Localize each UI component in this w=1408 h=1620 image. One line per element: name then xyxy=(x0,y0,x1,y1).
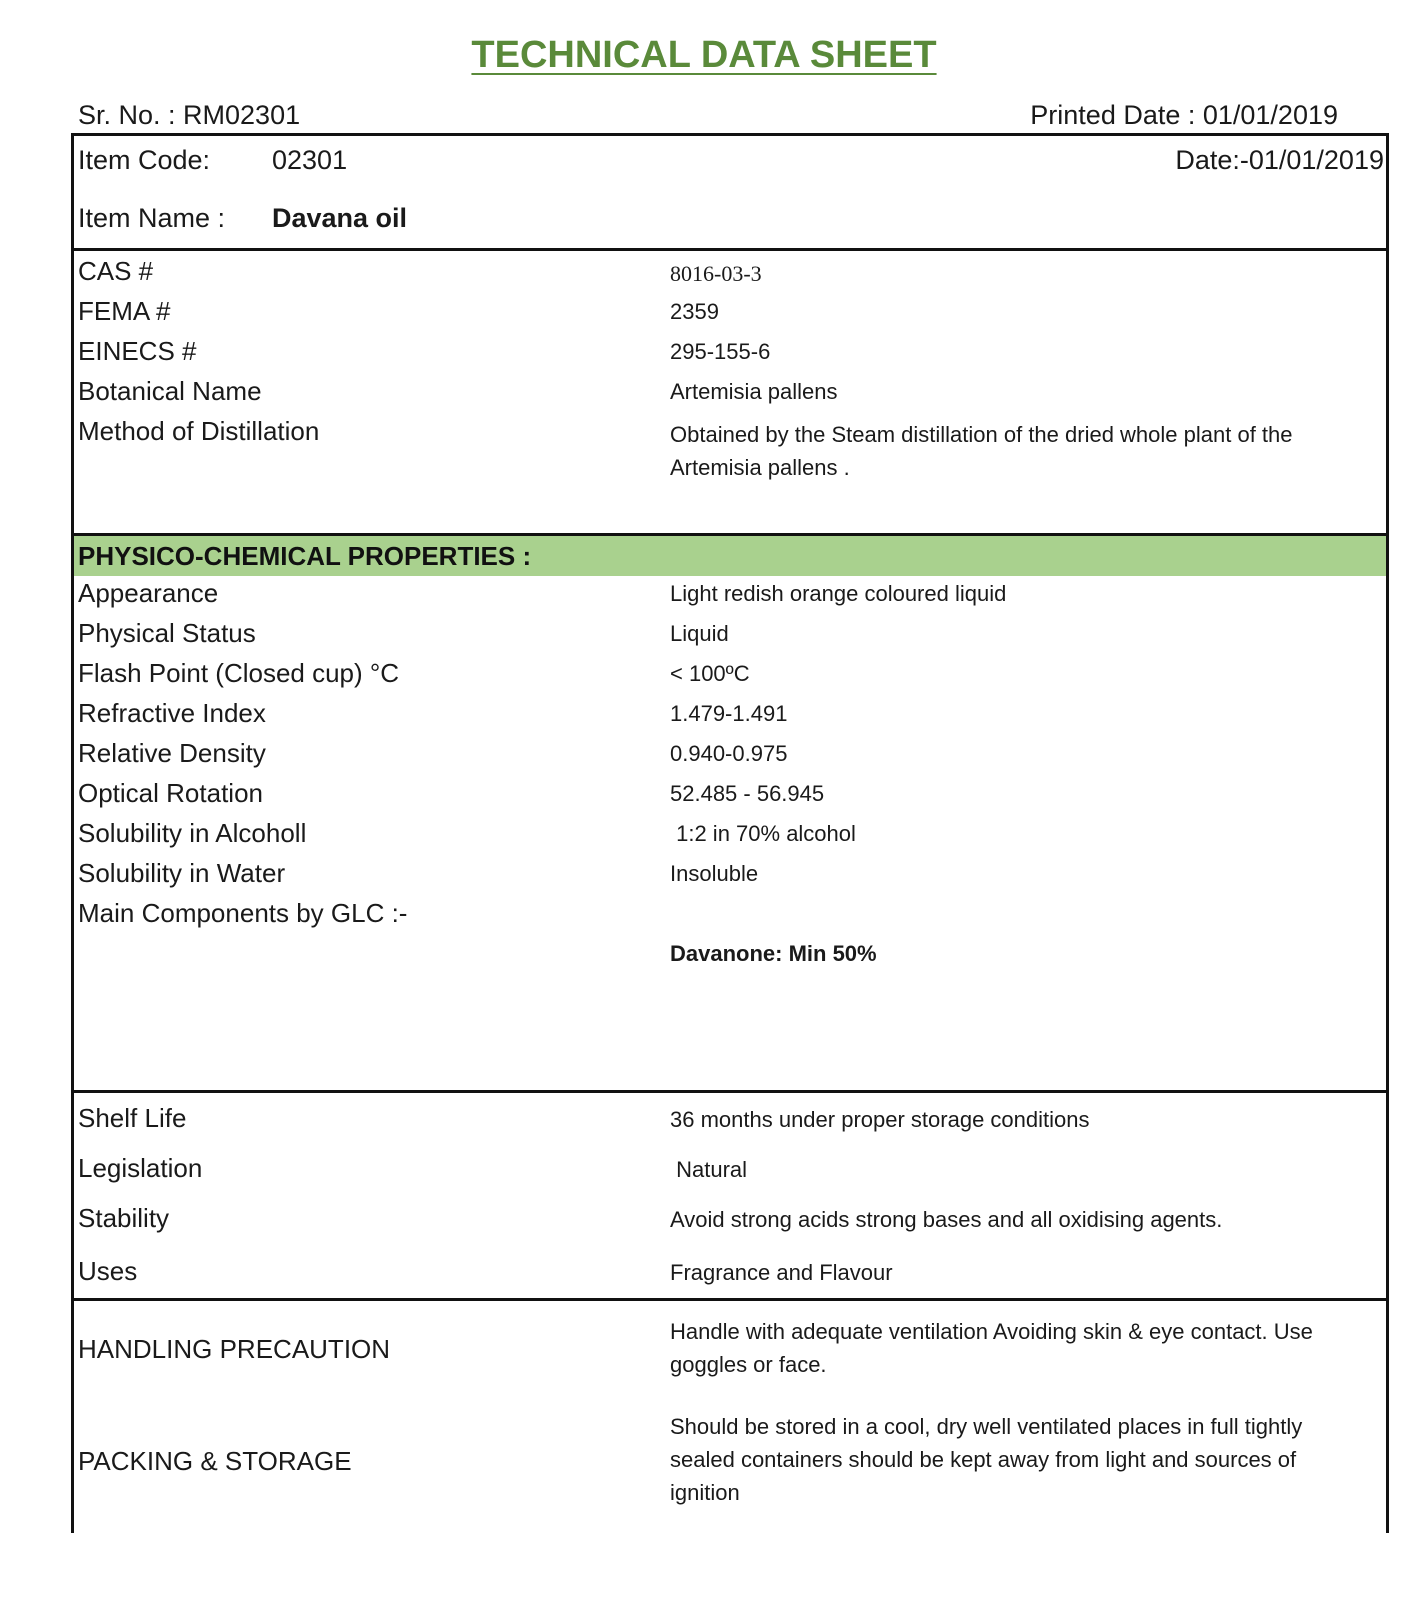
physico-heading: PHYSICO-CHEMICAL PROPERTIES : xyxy=(78,541,532,571)
solubility-alcohol-label: Solubility in Alcoholl xyxy=(78,818,307,848)
physical-status-value: Liquid xyxy=(670,621,729,646)
packing-value: Should be stored in a cool, dry well ventilated places in full tightly sealed containers should be kept away from light and sources of ignition xyxy=(670,1414,1303,1505)
refractive-index-label: Refractive Index xyxy=(78,698,266,728)
legislation-label: Legislation xyxy=(78,1153,203,1183)
packing-label: PACKING & STORAGE xyxy=(78,1446,352,1476)
frame-top-border xyxy=(72,133,1388,136)
cas-value: 8016-03-3 xyxy=(670,261,762,286)
einecs-label: EINECS # xyxy=(78,336,197,366)
stability-value: Avoid strong acids strong bases and all oxidising agents. xyxy=(670,1207,1223,1232)
divider-handling xyxy=(72,1298,1388,1301)
item-code-value: 02301 xyxy=(272,145,348,175)
refractive-index-value: 1.479-1.491 xyxy=(670,701,788,726)
frame-right-border xyxy=(1386,133,1389,1533)
optical-rotation-value: 52.485 - 56.945 xyxy=(670,781,825,806)
stability-label: Stability xyxy=(78,1203,170,1233)
uses-label: Uses xyxy=(78,1256,138,1286)
distillation-label: Method of Distillation xyxy=(78,416,320,446)
einecs-value: 295-155-6 xyxy=(670,339,771,364)
item-name-value: Davana oil xyxy=(272,203,408,233)
flash-point-value: < 100ºC xyxy=(670,661,750,686)
page-title xyxy=(0,34,1408,77)
frame-left-border xyxy=(71,133,74,1533)
physical-status-label: Physical Status xyxy=(78,618,256,648)
botanical-name-value: Artemisia pallens xyxy=(670,379,838,404)
divider-item xyxy=(72,248,1388,251)
solubility-alcohol-value: 1:2 in 70% alcohol xyxy=(670,821,856,846)
item-code-label: Item Code: xyxy=(78,145,211,175)
handling-label: HANDLING PRECAUTION xyxy=(78,1334,391,1364)
item-name-label: Item Name : xyxy=(78,203,226,233)
serial-number: Sr. No. : RM02301 xyxy=(78,100,301,130)
handling-value: Handle with adequate ventilation Avoiding skin & eye contact. Use goggles or face. xyxy=(670,1319,1313,1377)
cas-label: CAS # xyxy=(78,256,154,286)
distillation-value: Obtained by the Steam distillation of the dried whole plant of the Artemisia pallens . xyxy=(670,422,1293,480)
main-components-label: Main Components by GLC :- xyxy=(78,898,408,928)
page-title-text: TECHNICAL DATA SHEET xyxy=(471,34,937,76)
solubility-water-value: Insoluble xyxy=(670,861,759,886)
fema-label: FEMA # xyxy=(78,296,171,326)
uses-value: Fragrance and Flavour xyxy=(670,1260,893,1285)
flash-point-label: Flash Point (Closed cup) °C xyxy=(78,658,400,688)
shelf-life-label: Shelf Life xyxy=(78,1103,187,1133)
fema-value: 2359 xyxy=(670,299,719,324)
appearance-value: Light redish orange coloured liquid xyxy=(670,581,1007,606)
appearance-label: Appearance xyxy=(78,578,219,608)
relative-density-value: 0.940-0.975 xyxy=(670,741,788,766)
solubility-water-label: Solubility in Water xyxy=(78,858,286,888)
legislation-value: Natural xyxy=(670,1157,748,1182)
divider-other xyxy=(72,1090,1388,1093)
printed-date: Printed Date : 01/01/2019 xyxy=(1030,100,1338,130)
relative-density-label: Relative Density xyxy=(78,738,266,768)
optical-rotation-label: Optical Rotation xyxy=(78,778,263,808)
item-date: Date:-01/01/2019 xyxy=(1175,145,1384,175)
main-component-value: Davanone: Min 50% xyxy=(670,941,877,966)
botanical-name-label: Botanical Name xyxy=(78,376,262,406)
shelf-life-value: 36 months under proper storage conditions xyxy=(670,1107,1090,1132)
